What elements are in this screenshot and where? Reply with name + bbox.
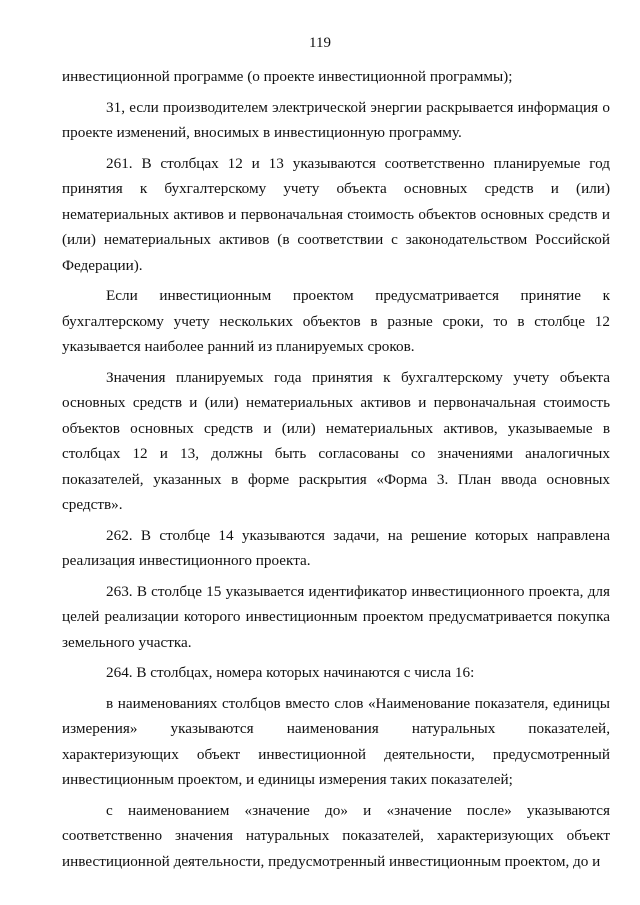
- paragraph-item-263: 263. В столбце 15 указывается идентификатор инвестиционного проекта, для целей реализации которого инвестиционным проектом предусматривается покупка земельного участка.: [62, 582, 610, 651]
- paragraph-item-261: 261. В столбцах 12 и 13 указываются соответственно планируемые год принятия к бухгалтерскому учету объекта основных средств и (или) нематериальных активов и первоначальная стоимость объектов основных средств и (или) нематериальных активов (в соответствии с законодательством Российской Федерации).: [62, 154, 610, 274]
- page-number: 119: [309, 35, 331, 51]
- paragraph-continuation: инвестиционной программе (о проекте инвестиционной программы);: [62, 68, 513, 85]
- paragraph-264-values: с наименованием «значение до» и «значение после» указываются соответственно значения натуральных показателей, характеризующих объект инвестиционной деятельности, предусмотренный инвестиционным проектом, до и: [62, 801, 610, 870]
- paragraph-264-column-names: в наименованиях столбцов вместо слов «Наименование показателя, единицы измерения» указываются наименования натуральных показателей, характеризующих объект инвестиционной деятельности, предусмотренный инвестиционным проектом, и единицы измерения таких показателей;: [62, 694, 610, 788]
- paragraph-item-31: 31, если производителем электрической энергии раскрывается информация о проекте изменений, вносимых в инвестиционную программу.: [62, 98, 610, 141]
- paragraph-item-262: 262. В столбце 14 указываются задачи, на решение которых направлена реализация инвестиционного проекта.: [62, 526, 610, 569]
- document-body: [62, 64, 610, 879]
- paragraph-261-note: Если инвестиционным проектом предусматривается принятие к бухгалтерскому учету нескольких объектов в разные сроки, то в столбце 12 указывается наиболее ранний из планируемых сроков.: [62, 287, 610, 355]
- paragraph-261-values: Значения планируемых года принятия к бухгалтерскому учету объекта основных средств и (или) нематериальных активов и первоначальная стоимость объектов основных средств и (или) нематериальных активов, указываемые в столбцах 12 и 13, должны быть согласованы со значениями аналогичных показателей, указанных в форме раскрытия «Форма 3. План ввода основных средств».: [62, 368, 610, 513]
- paragraph-item-264: 264. В столбцах, номера которых начинаются с числа 16:: [106, 664, 475, 681]
